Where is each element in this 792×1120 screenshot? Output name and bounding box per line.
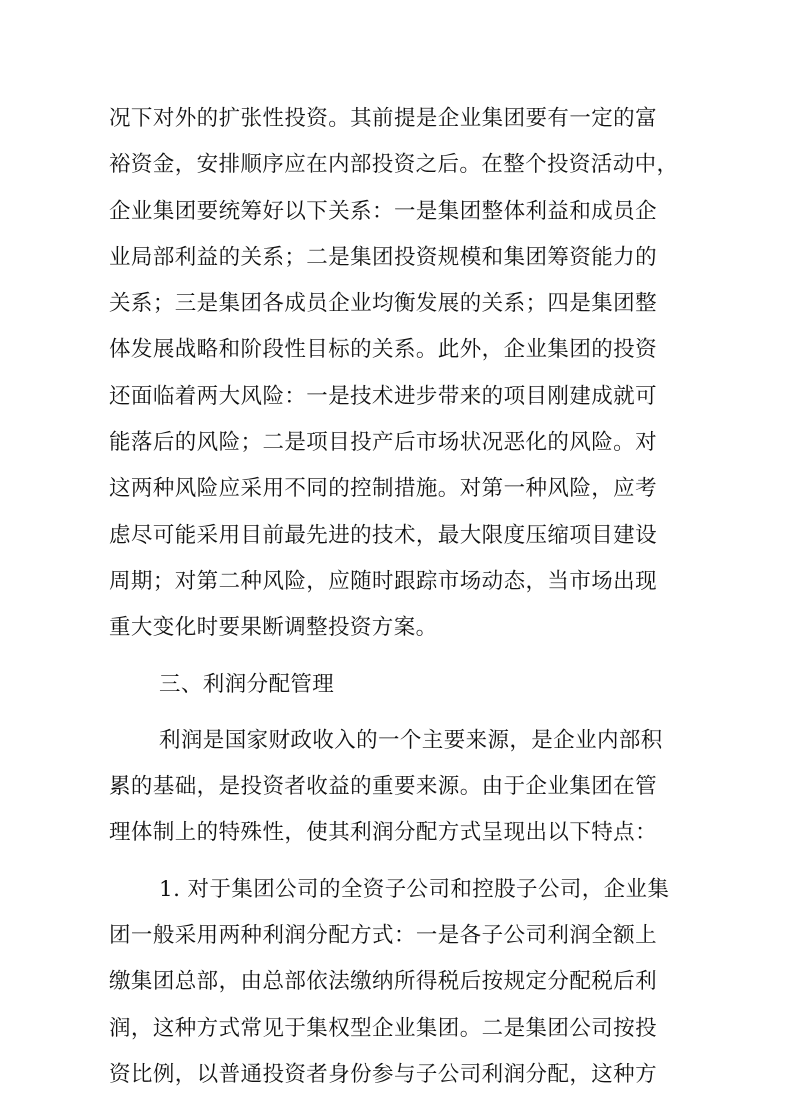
text-line: 周期；对第二种风险，应随时跟踪市场动态，当市场出现 <box>109 568 657 594</box>
text-line: 资比例，以普通投资者身份参与子公司利润分配，这种方 <box>109 1061 657 1087</box>
text-line: 还面临着两大风险：一是技术进步带来的项目刚建成就可 <box>109 383 657 409</box>
text-line: 1. 对于集团公司的全资子公司和控股子公司，企业集 <box>159 876 670 902</box>
text-line: 利润是国家财政收入的一个主要来源，是企业内部积 <box>159 727 663 753</box>
text-line: 关系；三是集团各成员企业均衡发展的关系；四是集团整 <box>109 291 657 317</box>
text-line: 况下对外的扩张性投资。其前提是企业集团要有一定的富 <box>109 106 657 131</box>
text-line: 能落后的风险；二是项目投产后市场状况恶化的风险。对 <box>109 430 657 456</box>
text-line: 体发展战略和阶段性目标的关系。此外，企业集团的投资 <box>109 337 657 363</box>
text-line: 团一般采用两种利润分配方式：一是各子公司利润全额上 <box>109 923 657 949</box>
text-line: 裕资金，安排顺序应在内部投资之后。在整个投资活动中， <box>109 152 679 178</box>
text-line: 累的基础，是投资者收益的重要来源。由于企业集团在管 <box>109 774 657 800</box>
text-line: 企业集团要统筹好以下关系：一是集团整体利益和成员企 <box>109 198 657 224</box>
text-line: 理体制上的特殊性，使其利润分配方式呈现出以下特点： <box>109 820 657 846</box>
text-line: 缴集团总部，由总部依法缴纳所得税后按规定分配税后利 <box>109 969 657 995</box>
text-line: 虑尽可能采用目前最先进的技术，最大限度压缩项目建设 <box>109 522 657 548</box>
paragraph-profit-intro <box>109 718 663 857</box>
section-heading: 三、利润分配管理 <box>159 671 335 697</box>
document-page <box>109 96 679 1098</box>
text-line: 业局部利益的关系；二是集团投资规模和集团筹资能力的 <box>109 244 657 270</box>
text-line: 润，这种方式常见于集权型企业集团。二是集团公司按投 <box>109 1015 657 1041</box>
text-line: 重大变化时要果断调整投资方案。 <box>109 615 438 641</box>
paragraph-point-1 <box>109 867 670 1098</box>
paragraph-investment-continued <box>109 96 679 652</box>
text-line: 这两种风险应采用不同的控制措施。对第一种风险，应考 <box>109 476 657 502</box>
section-heading-profit-distribution <box>109 662 657 708</box>
